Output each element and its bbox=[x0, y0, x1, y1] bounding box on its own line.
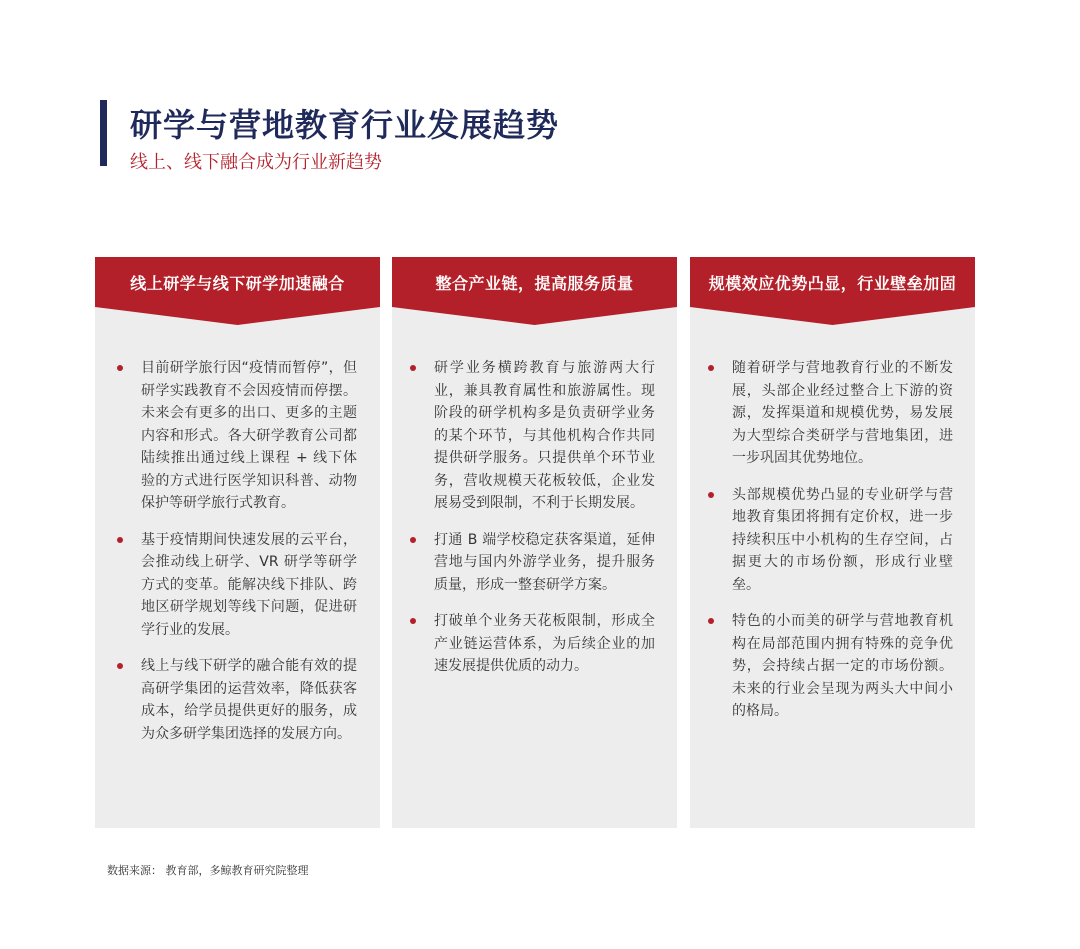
trend-card-industry-chain bbox=[392, 257, 677, 828]
bullet-dot-icon bbox=[410, 618, 416, 624]
card-heading: 线上研学与线下研学加速融合 bbox=[130, 274, 345, 293]
bullet-text: 打破单个业务天花板限制，形成全产业链运营体系，为后续企业的加速发展提供优质的动力。 bbox=[434, 613, 655, 674]
card-heading: 整合产业链，提高服务质量 bbox=[435, 274, 634, 293]
bullet-dot-icon bbox=[117, 537, 123, 543]
bullet-text: 特色的小而美的研学与营地教育机构在局部范围内拥有特殊的竞争优势，会持续占据一定的市场份额。未来的行业会呈现为两头大中间小的格局。 bbox=[732, 613, 953, 719]
bullet-dot-icon bbox=[708, 618, 714, 624]
card-bullet-list bbox=[410, 357, 655, 692]
bullet-dot-icon bbox=[410, 365, 416, 371]
list-item bbox=[708, 357, 953, 470]
list-item bbox=[410, 529, 655, 597]
bullet-dot-icon bbox=[117, 365, 123, 371]
card-bullet-list bbox=[117, 357, 357, 759]
bullet-text: 线上与线下研学的融合能有效的提高研学集团的运营效率，降低获客成本，给学员提供更好的服务，成为众多研学集团选择的发展方向。 bbox=[141, 658, 357, 742]
title-accent-bar bbox=[100, 100, 107, 166]
bullet-text: 基于疫情期间快速发展的云平台，会推动线上研学、VR 研学等研学方式的变革。能解决线下排队、跨地区研学规划等线下问题，促进研学行业的发展。 bbox=[141, 531, 357, 638]
bullet-text: 随着研学与营地教育行业的不断发展，头部企业经过整合上下游的资源，发挥渠道和规模优势，易发展为大型综合类研学与营地集团，进一步巩固其优势地位。 bbox=[732, 360, 953, 466]
bullet-dot-icon bbox=[117, 663, 123, 669]
card-heading-banner bbox=[95, 257, 380, 327]
bullet-dot-icon bbox=[708, 365, 714, 371]
trend-card-scale-effect bbox=[690, 257, 975, 828]
list-item bbox=[117, 529, 357, 642]
bullet-text: 目前研学旅行因“疫情而暂停”，但研学实践教育不会因疫情而停摆。未来会有更多的出口、更多的主题内容和形式。各大研学教育公司都陆续推出通过线上课程 + 线下体验的方式进行医学知识科普、动物保护等研学旅行式教育。 bbox=[141, 360, 357, 511]
page-subtitle: 线上、线下融合成为行业新趋势 bbox=[130, 152, 382, 173]
list-item bbox=[410, 357, 655, 515]
card-heading-banner bbox=[690, 257, 975, 327]
bullet-text: 打通 B 端学校稳定获客渠道，延伸营地与国内外游学业务，提升服务质量，形成一整套研学方案。 bbox=[434, 531, 655, 593]
list-item bbox=[708, 484, 953, 597]
bullet-dot-icon bbox=[410, 537, 416, 543]
card-heading: 规模效应优势凸显，行业壁垒加固 bbox=[708, 274, 957, 293]
bullet-text: 头部规模优势凸显的专业研学与营地教育集团将拥有定价权，进一步持续积压中小机构的生存空间，占据更大的市场份额，形成行业壁垒。 bbox=[732, 486, 953, 593]
card-heading-banner bbox=[392, 257, 677, 327]
trend-card-online-offline bbox=[95, 257, 380, 828]
list-item bbox=[410, 610, 655, 678]
bullet-dot-icon bbox=[708, 492, 714, 498]
list-item bbox=[117, 357, 357, 515]
card-bullet-list bbox=[708, 357, 953, 737]
data-source-note: 数据来源： 教育部，多鲸教育研究院整理 bbox=[107, 864, 309, 877]
page-title: 研学与营地教育行业发展趋势 bbox=[130, 106, 560, 144]
list-item bbox=[117, 655, 357, 745]
list-item bbox=[708, 610, 953, 723]
bullet-text: 研学业务横跨教育与旅游两大行业，兼具教育属性和旅游属性。现阶段的研学机构多是负责研学业务的某个环节，与其他机构合作共同提供研学服务。只提供单个环节业务，营收规模天花板较低，企业发展易受到限制，不利于长期发展。 bbox=[434, 360, 655, 511]
